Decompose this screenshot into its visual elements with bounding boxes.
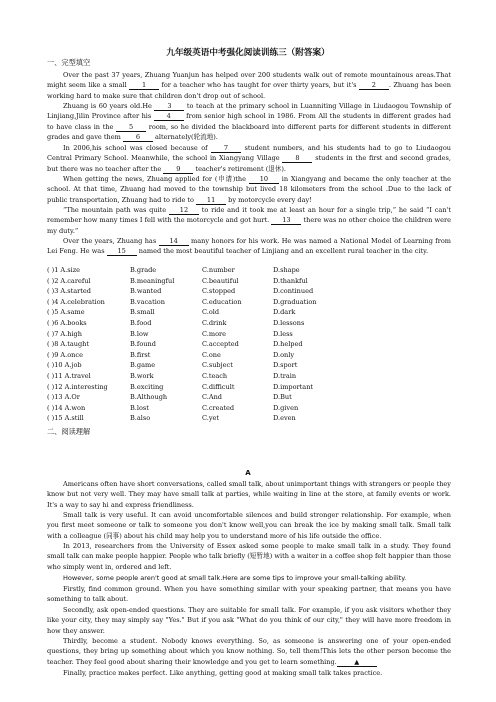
blank-13[interactable]: 13: [271, 216, 301, 225]
blank-7[interactable]: 7: [211, 144, 241, 153]
passage-a-label: A: [245, 469, 251, 477]
section-heading-reading: 二、阅读理解: [47, 427, 91, 436]
blank-12[interactable]: 12: [169, 206, 199, 215]
passage-a-paragraph-4: However, some people aren't good at small talk.Here are some tips to improve your small-talking ability.: [63, 574, 407, 582]
document-page: 九年级英语中考强化阅读训练三（附答案） 一、完型填空 Over the past 37 years, Zhuang Yuanjun has helped over 200 students walk out of remote mountainous areas.That might seem like a small 1 for a teacher who has taught for over thirty years, but it's 2 . Zhuang has been working hard to make sure that children don't drop out of school. Zhuang is 60 years old.He 3 to teach at the primary school in Luanniting Village in Liudaogou Township of Linjiang,Jilin Province after his 4 from senior high school in 1986. From All the students in different grades had to have class in the 5 room, so he divided the blackboard into different parts for different students in different grades and gave them 6 alternately(轮流地). In 2006,his school was closed because of 7 student numbers, and his students had to go to Liudaogou Central Primary School. Meanwhile, the school in Xiangyang Village 8 students in the first and second grades, but there was no teacher after the 9 teacher's retirement (退休). When getting the news, Zhuang applied for (申请)the 10 in Xiangyang and became the only teacher at the school. At that time, Zhuang had moved to the township but lived 18 kilometers from the school .Due to the lack of public transportation, Zhuang had to ride to 11 by motorcycle every day! “The mountain path was quite 12 to ride and it took me at least an hour for a single trip,” he said “I can't remember how many times I fell with the motorcycle and got hurt. 13 there was no other choice the children were my duty.” Over the years, Zhuang has 14 many honors for his work. He was named a National Model of Learning from Lei Feng. He was 15 named the most beautiful teacher of Linjiang and an excellent rural teacher in the city. ( )1 A.size B.grade C.number D.shape ( )2 A.careful B.meaningful C.beautiful D.thankful ( )3 A.started B.wanted C.stopped D.continued ( )4 A.celebration B.vacation C.education D.graduation ( )5 A.same B.small C.old D.dark ( )6 A.books B.food C.drink D.lessons ( )7 A.high B.low C.more D.less ( )8 A.taught B.found C.accepted D.helped ( )9 A.once B.first C.one D.only ( )10 A.job B.game C.subject D.sport ( )11 A.travel B.work C.teach D.train ( )12 A.interesting B.exciting C.difficult D.important ( )13 A.Or B.Although C.And D.But ( )14 A.won B.lost C.created D.given ( )15 A.still B.also C.yet D.even 二、阅读理解 A Americans often have short conversations, called small talk, about unimportant things with strangers or people they know but not very well. They may have small talk at parties, while waiting in line at the store, at family events or work. It's a way to say hi and express friendliness. Small talk is very useful. It can avoid uncomfortable silences and build stronger relationship. For example, when you first meet someone or talk to someone you don't know well,you can break the ice by making small talk. Small talk with a colleague (同事) about his child may help you to understand more of his life outside the office. In 2013, researchers from the University of Essex asked some people to make small talk in a study. They found small talk can make people happier. People who talk briefly (短暂地) with a waiter in a coffee shop felt happier than those who simply went in, ordered and left. However, some people aren't good at small talk.Here are some tips to improve your small-talking ability. Firstly, find common ground. When you have something similar with your speaking partner, that means you have something to talk about. Secondly, ask open-ended questions. They are suitable for small talk. For example, if you ask visitors whether they like your city, they may simply say "Yes." But if you ask "What do you think of our city," they will have more freedom in how they answer. Thirdly, become a student. Nobody knows everything. So, as someone is answering one of your open-ended questions, they bring up something about which you know nothing. So, tell them!This lets the other person become the teacher. They feel good about sharing their knowledge and you get to learn something. ▲ Finally, practice makes perfect. Like anything, getting good at making small talk takes practice.: [0, 0, 496, 702]
blank-9[interactable]: 9: [163, 165, 193, 174]
cloze-paragraph-3: In 2006,his school was closed because of 7 student numbers, and his students had to go to Liudaogou Central Primary School. Meanwhile, the school in Xiangyang Village 8 students in the first and second grades, but there was no teacher after the 9 teacher's retirement (退休).: [47, 144, 451, 173]
page-title: 九年级英语中考强化阅读训练三（附答案）: [166, 48, 330, 58]
cloze-paragraph-1: Over the past 37 years, Zhuang Yuanjun has helped over 200 students walk out of remote mountainous areas.That might seem like a small 1 for a teacher who has taught for over thirty years, but it's 2 . Zhuang has been working hard to make sure that children don't drop out of school.: [47, 71, 451, 100]
section-heading-cloze: 一、完型填空: [47, 58, 91, 67]
blank-triangle[interactable]: ▲: [337, 658, 377, 667]
cloze-paragraph-6: Over the years, Zhuang has 14 many honors for his work. He was named a National Model of Learning from Lei Feng. He was 15 named the most beautiful teacher of Linjiang and an excellent rural teacher in the city.: [47, 237, 451, 256]
blank-10[interactable]: 10: [249, 175, 279, 184]
blank-5[interactable]: 5: [116, 123, 146, 132]
blank-15[interactable]: 15: [107, 247, 137, 256]
passage-a-paragraph-8: Finally, practice makes perfect. Like anything, getting good at making small talk takes practice.: [63, 669, 383, 677]
blank-8[interactable]: 8: [282, 154, 312, 163]
passage-a-paragraph-6: Secondly, ask open-ended questions. They are suitable for small talk. For example, if you ask visitors whether they like your city, they may simply say "Yes." But if you ask "What do you think of our city," they will have more freedom in how they answer.: [47, 606, 451, 635]
passage-a-paragraph-1: Americans often have short conversations, called small talk, about unimportant things with strangers or people they know but not very well. They may have small talk at parties, while waiting in line at the store, at family events or work. It's a way to say hi and express friendliness.: [47, 480, 451, 509]
blank-14[interactable]: 14: [159, 237, 189, 246]
cloze-paragraph-5: “The mountain path was quite 12 to ride and it took me at least an hour for a single trip,” he said “I can't remember how many times I fell with the motorcycle and got hurt. 13 there was no other choice the children were my duty.”: [47, 206, 451, 235]
passage-a-paragraph-5: Firstly, find common ground. When you have something similar with your speaking partner, that means you have something to talk about.: [47, 585, 451, 604]
passage-a-paragraph-3: In 2013, researchers from the University of Essex asked some people to make small talk in a study. They found small talk can make people happier. People who talk briefly (短暂地) with a waiter in a coffee shop felt happier than those who simply went in, ordered and left.: [47, 542, 451, 571]
blank-11[interactable]: 11: [196, 196, 226, 205]
blank-3[interactable]: 3: [154, 102, 184, 111]
blank-6[interactable]: 6: [123, 133, 153, 142]
blank-1[interactable]: 1: [129, 81, 159, 90]
blank-2[interactable]: 2: [359, 81, 389, 90]
cloze-paragraph-4: When getting the news, Zhuang applied for (申请)the 10 in Xiangyang and became the only teacher at the school. At that time, Zhuang had moved to the township but lived 18 kilometers from the school .Due to the lack of public transportation, Zhuang had to ride to 11 by motorcycle every day!: [47, 175, 451, 204]
passage-a-paragraph-2: Small talk is very useful. It can avoid uncomfortable silences and build stronger relationship. For example, when you first meet someone or talk to someone you don't know well,you can break the ice by making small talk. Small talk with a colleague (同事) about his child may help you to understand more of his life outside the office.: [47, 511, 451, 540]
blank-4[interactable]: 4: [154, 112, 184, 121]
cloze-paragraph-2: Zhuang is 60 years old.He 3 to teach at the primary school in Luanniting Village in Liudaogou Township of Linjiang,Jilin Province after his 4 from senior high school in 1986. From All the students in different grades had to have class in the 5 room, so he divided the blackboard into different parts for different students in different grades and gave them 6 alternately(轮流地).: [47, 102, 451, 142]
passage-a-paragraph-7: Thirdly, become a student. Nobody knows everything. So, as someone is answering one of your open-ended questions, they bring up something about which you know nothing. So, tell them!This lets the other person become the teacher. They feel good about sharing their knowledge and you get to learn something. ▲: [47, 637, 451, 666]
